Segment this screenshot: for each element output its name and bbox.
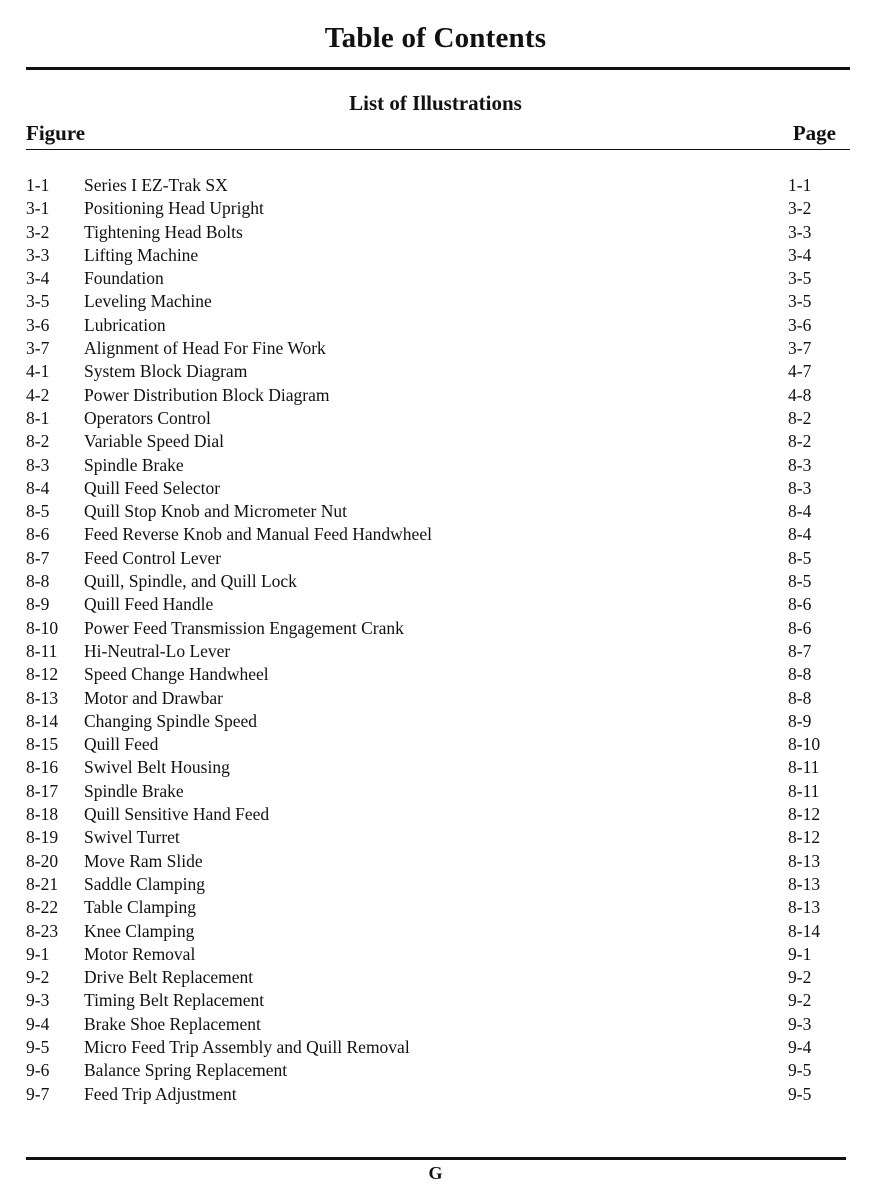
illustration-row <box>0 617 871 640</box>
illustration-row <box>0 430 871 453</box>
page-title: Table of Contents <box>324 22 547 54</box>
illustration-row <box>0 454 871 477</box>
page-number: 8-6 <box>788 594 812 615</box>
figure-number: 8-12 <box>26 664 59 685</box>
illustration-row <box>0 197 871 220</box>
figure-column-header: Figure <box>26 121 86 145</box>
figure-title: Motor Removal <box>84 943 196 964</box>
figure-title: Changing Spindle Speed <box>84 710 258 731</box>
figure-number: 8-9 <box>26 594 50 615</box>
figure-number: 3-7 <box>26 338 50 359</box>
page-number: 3-6 <box>788 314 812 335</box>
illustration-row <box>0 290 871 313</box>
figure-number: 9-4 <box>26 1013 50 1034</box>
figure-title: Motor and Drawbar <box>84 687 223 708</box>
page-number: 8-13 <box>788 850 821 871</box>
figure-number: 3-1 <box>26 198 50 219</box>
figure-title: Quill Stop Knob and Micrometer Nut <box>84 501 347 522</box>
figure-number: 8-11 <box>26 640 58 661</box>
figure-title: System Block Diagram <box>84 361 248 382</box>
illustration-row <box>0 920 871 943</box>
bottom-rule <box>26 1157 846 1160</box>
page-number: 8-6 <box>788 617 812 638</box>
illustration-row <box>0 500 871 523</box>
figure-number: 9-5 <box>26 1036 50 1057</box>
figure-title: Speed Change Handwheel <box>84 664 269 685</box>
illustration-row <box>0 221 871 244</box>
page-number: 3-7 <box>788 338 812 359</box>
figure-number: 8-19 <box>26 827 59 848</box>
section-subtitle: List of Illustrations <box>349 91 522 115</box>
figure-title: Table Clamping <box>84 897 197 918</box>
page-number: 9-3 <box>788 1013 812 1034</box>
illustration-row <box>0 314 871 337</box>
figure-title: Feed Trip Adjustment <box>84 1083 237 1104</box>
illustration-row <box>0 523 871 546</box>
figure-number: 3-2 <box>26 221 50 242</box>
figure-title: Swivel Turret <box>84 827 180 848</box>
figure-number: 4-1 <box>26 361 50 382</box>
page-number: 3-3 <box>788 221 812 242</box>
page-number: 8-2 <box>788 431 812 452</box>
figure-title: Alignment of Head For Fine Work <box>84 338 326 359</box>
illustration-row <box>0 1059 871 1082</box>
illustration-row <box>0 477 871 500</box>
illustration-row <box>0 826 871 849</box>
illustration-row <box>0 803 871 826</box>
page-number: 8-11 <box>788 757 820 778</box>
page-number: 8-8 <box>788 687 812 708</box>
page-number: 8-8 <box>788 664 812 685</box>
figure-number: 8-23 <box>26 920 59 941</box>
illustration-row <box>0 384 871 407</box>
illustration-row <box>0 360 871 383</box>
figure-title: Move Ram Slide <box>84 850 203 871</box>
figure-title: Knee Clamping <box>84 920 195 941</box>
figure-title: Balance Spring Replacement <box>84 1060 288 1081</box>
page-number: 9-5 <box>788 1060 812 1081</box>
illustration-row <box>0 337 871 360</box>
page-number: 8-13 <box>788 897 821 918</box>
figure-number: 8-1 <box>26 407 50 428</box>
page-number: 8-12 <box>788 827 821 848</box>
illustration-row <box>0 687 871 710</box>
figure-number: 3-4 <box>26 268 50 289</box>
figure-number: 8-16 <box>26 757 59 778</box>
page-number: 4-7 <box>788 361 812 382</box>
figure-number: 8-7 <box>26 547 50 568</box>
page-number: 8-12 <box>788 804 821 825</box>
page-number: 8-7 <box>788 640 812 661</box>
page-number: 8-9 <box>788 710 812 731</box>
figure-number: 3-3 <box>26 244 50 265</box>
illustration-row <box>0 850 871 873</box>
illustration-row <box>0 174 871 197</box>
figure-title: Swivel Belt Housing <box>84 757 230 778</box>
illustration-row <box>0 896 871 919</box>
page-number: 8-10 <box>788 734 821 755</box>
page-number: 8-14 <box>788 920 821 941</box>
figure-number: 8-18 <box>26 804 59 825</box>
figure-title: Quill, Spindle, and Quill Lock <box>84 571 297 592</box>
illustration-row <box>0 663 871 686</box>
figure-number: 8-20 <box>26 850 59 871</box>
page-number: 3-4 <box>788 244 812 265</box>
figure-title: Tightening Head Bolts <box>84 221 243 242</box>
figure-title: Quill Feed <box>84 734 159 755</box>
illustration-list <box>0 174 871 1106</box>
page-number: 9-5 <box>788 1083 812 1104</box>
figure-number: 9-6 <box>26 1060 50 1081</box>
page-number: 9-1 <box>788 943 812 964</box>
illustration-row <box>0 244 871 267</box>
figure-number: 8-17 <box>26 780 59 801</box>
page-number: 4-8 <box>788 384 812 405</box>
illustration-row <box>0 873 871 896</box>
illustration-row <box>0 407 871 430</box>
figure-title: Spindle Brake <box>84 454 184 475</box>
figure-title: Quill Sensitive Hand Feed <box>84 804 270 825</box>
figure-title: Spindle Brake <box>84 780 184 801</box>
figure-title: Power Distribution Block Diagram <box>84 384 330 405</box>
page-number: 9-4 <box>788 1036 812 1057</box>
figure-number: 3-6 <box>26 314 50 335</box>
figure-title: Lifting Machine <box>84 244 199 265</box>
figure-title: Brake Shoe Replacement <box>84 1013 261 1034</box>
figure-title: Foundation <box>84 268 164 289</box>
figure-title: Power Feed Transmission Engagement Crank <box>84 617 404 638</box>
page-number: 3-5 <box>788 268 812 289</box>
illustration-row <box>0 1036 871 1059</box>
figure-number: 9-3 <box>26 990 50 1011</box>
illustration-row <box>0 780 871 803</box>
figure-title: Positioning Head Upright <box>84 198 264 219</box>
illustration-row <box>0 1013 871 1036</box>
illustration-row <box>0 570 871 593</box>
illustration-row <box>0 593 871 616</box>
figure-number: 9-1 <box>26 943 50 964</box>
page-folio: G <box>428 1163 443 1183</box>
page-number: 3-5 <box>788 291 812 312</box>
figure-number: 8-15 <box>26 734 59 755</box>
figure-number: 3-5 <box>26 291 50 312</box>
page-number: 9-2 <box>788 967 812 988</box>
figure-number: 1-1 <box>26 175 50 195</box>
figure-title: Series I EZ-Trak SX <box>84 175 228 195</box>
page-number: 9-2 <box>788 990 812 1011</box>
figure-number: 8-22 <box>26 897 59 918</box>
figure-title: Micro Feed Trip Assembly and Quill Removal <box>84 1036 410 1057</box>
page-number: 8-3 <box>788 477 812 498</box>
figure-number: 8-5 <box>26 501 50 522</box>
illustration-row <box>0 1083 871 1106</box>
figure-number: 8-21 <box>26 873 59 894</box>
figure-title: Drive Belt Replacement <box>84 967 254 988</box>
figure-title: Quill Feed Handle <box>84 594 214 615</box>
illustration-row <box>0 989 871 1012</box>
figure-title: Timing Belt Replacement <box>84 990 265 1011</box>
page-number: 8-4 <box>788 501 812 522</box>
figure-title: Operators Control <box>84 407 211 428</box>
figure-number: 8-2 <box>26 431 50 452</box>
illustration-row <box>0 756 871 779</box>
page-number: 8-5 <box>788 571 812 592</box>
figure-title: Lubrication <box>84 314 166 335</box>
illustration-row <box>0 710 871 733</box>
illustration-row <box>0 943 871 966</box>
figure-number: 8-6 <box>26 524 50 545</box>
page-number: 3-2 <box>788 198 812 219</box>
figure-number: 8-3 <box>26 454 50 475</box>
page-number: 8-4 <box>788 524 812 545</box>
figure-title: Variable Speed Dial <box>84 431 224 452</box>
page-number: 8-5 <box>788 547 812 568</box>
illustration-row <box>0 547 871 570</box>
figure-number: 8-10 <box>26 617 59 638</box>
illustration-row <box>0 733 871 756</box>
figure-title: Hi-Neutral-Lo Lever <box>84 640 231 661</box>
figure-number: 8-4 <box>26 477 50 498</box>
figure-number: 8-8 <box>26 571 50 592</box>
page-number: 8-11 <box>788 780 820 801</box>
figure-number: 8-13 <box>26 687 59 708</box>
figure-title: Quill Feed Selector <box>84 477 221 498</box>
page-number: 8-13 <box>788 873 821 894</box>
figure-title: Leveling Machine <box>84 291 212 312</box>
illustration-row <box>0 640 871 663</box>
figure-title: Saddle Clamping <box>84 873 206 894</box>
figure-number: 9-2 <box>26 967 50 988</box>
page-number: 1-1 <box>788 175 812 195</box>
page-number: 8-3 <box>788 454 812 475</box>
figure-title: Feed Control Lever <box>84 547 222 568</box>
figure-number: 4-2 <box>26 384 50 405</box>
figure-title: Feed Reverse Knob and Manual Feed Handwheel <box>84 524 432 545</box>
figure-number: 8-14 <box>26 710 59 731</box>
top-rule <box>26 67 850 70</box>
header-rule <box>26 149 850 150</box>
figure-number: 9-7 <box>26 1083 50 1104</box>
page-number: 8-2 <box>788 407 812 428</box>
illustration-row <box>0 966 871 989</box>
illustration-row <box>0 267 871 290</box>
page-column-header: Page <box>792 121 836 145</box>
